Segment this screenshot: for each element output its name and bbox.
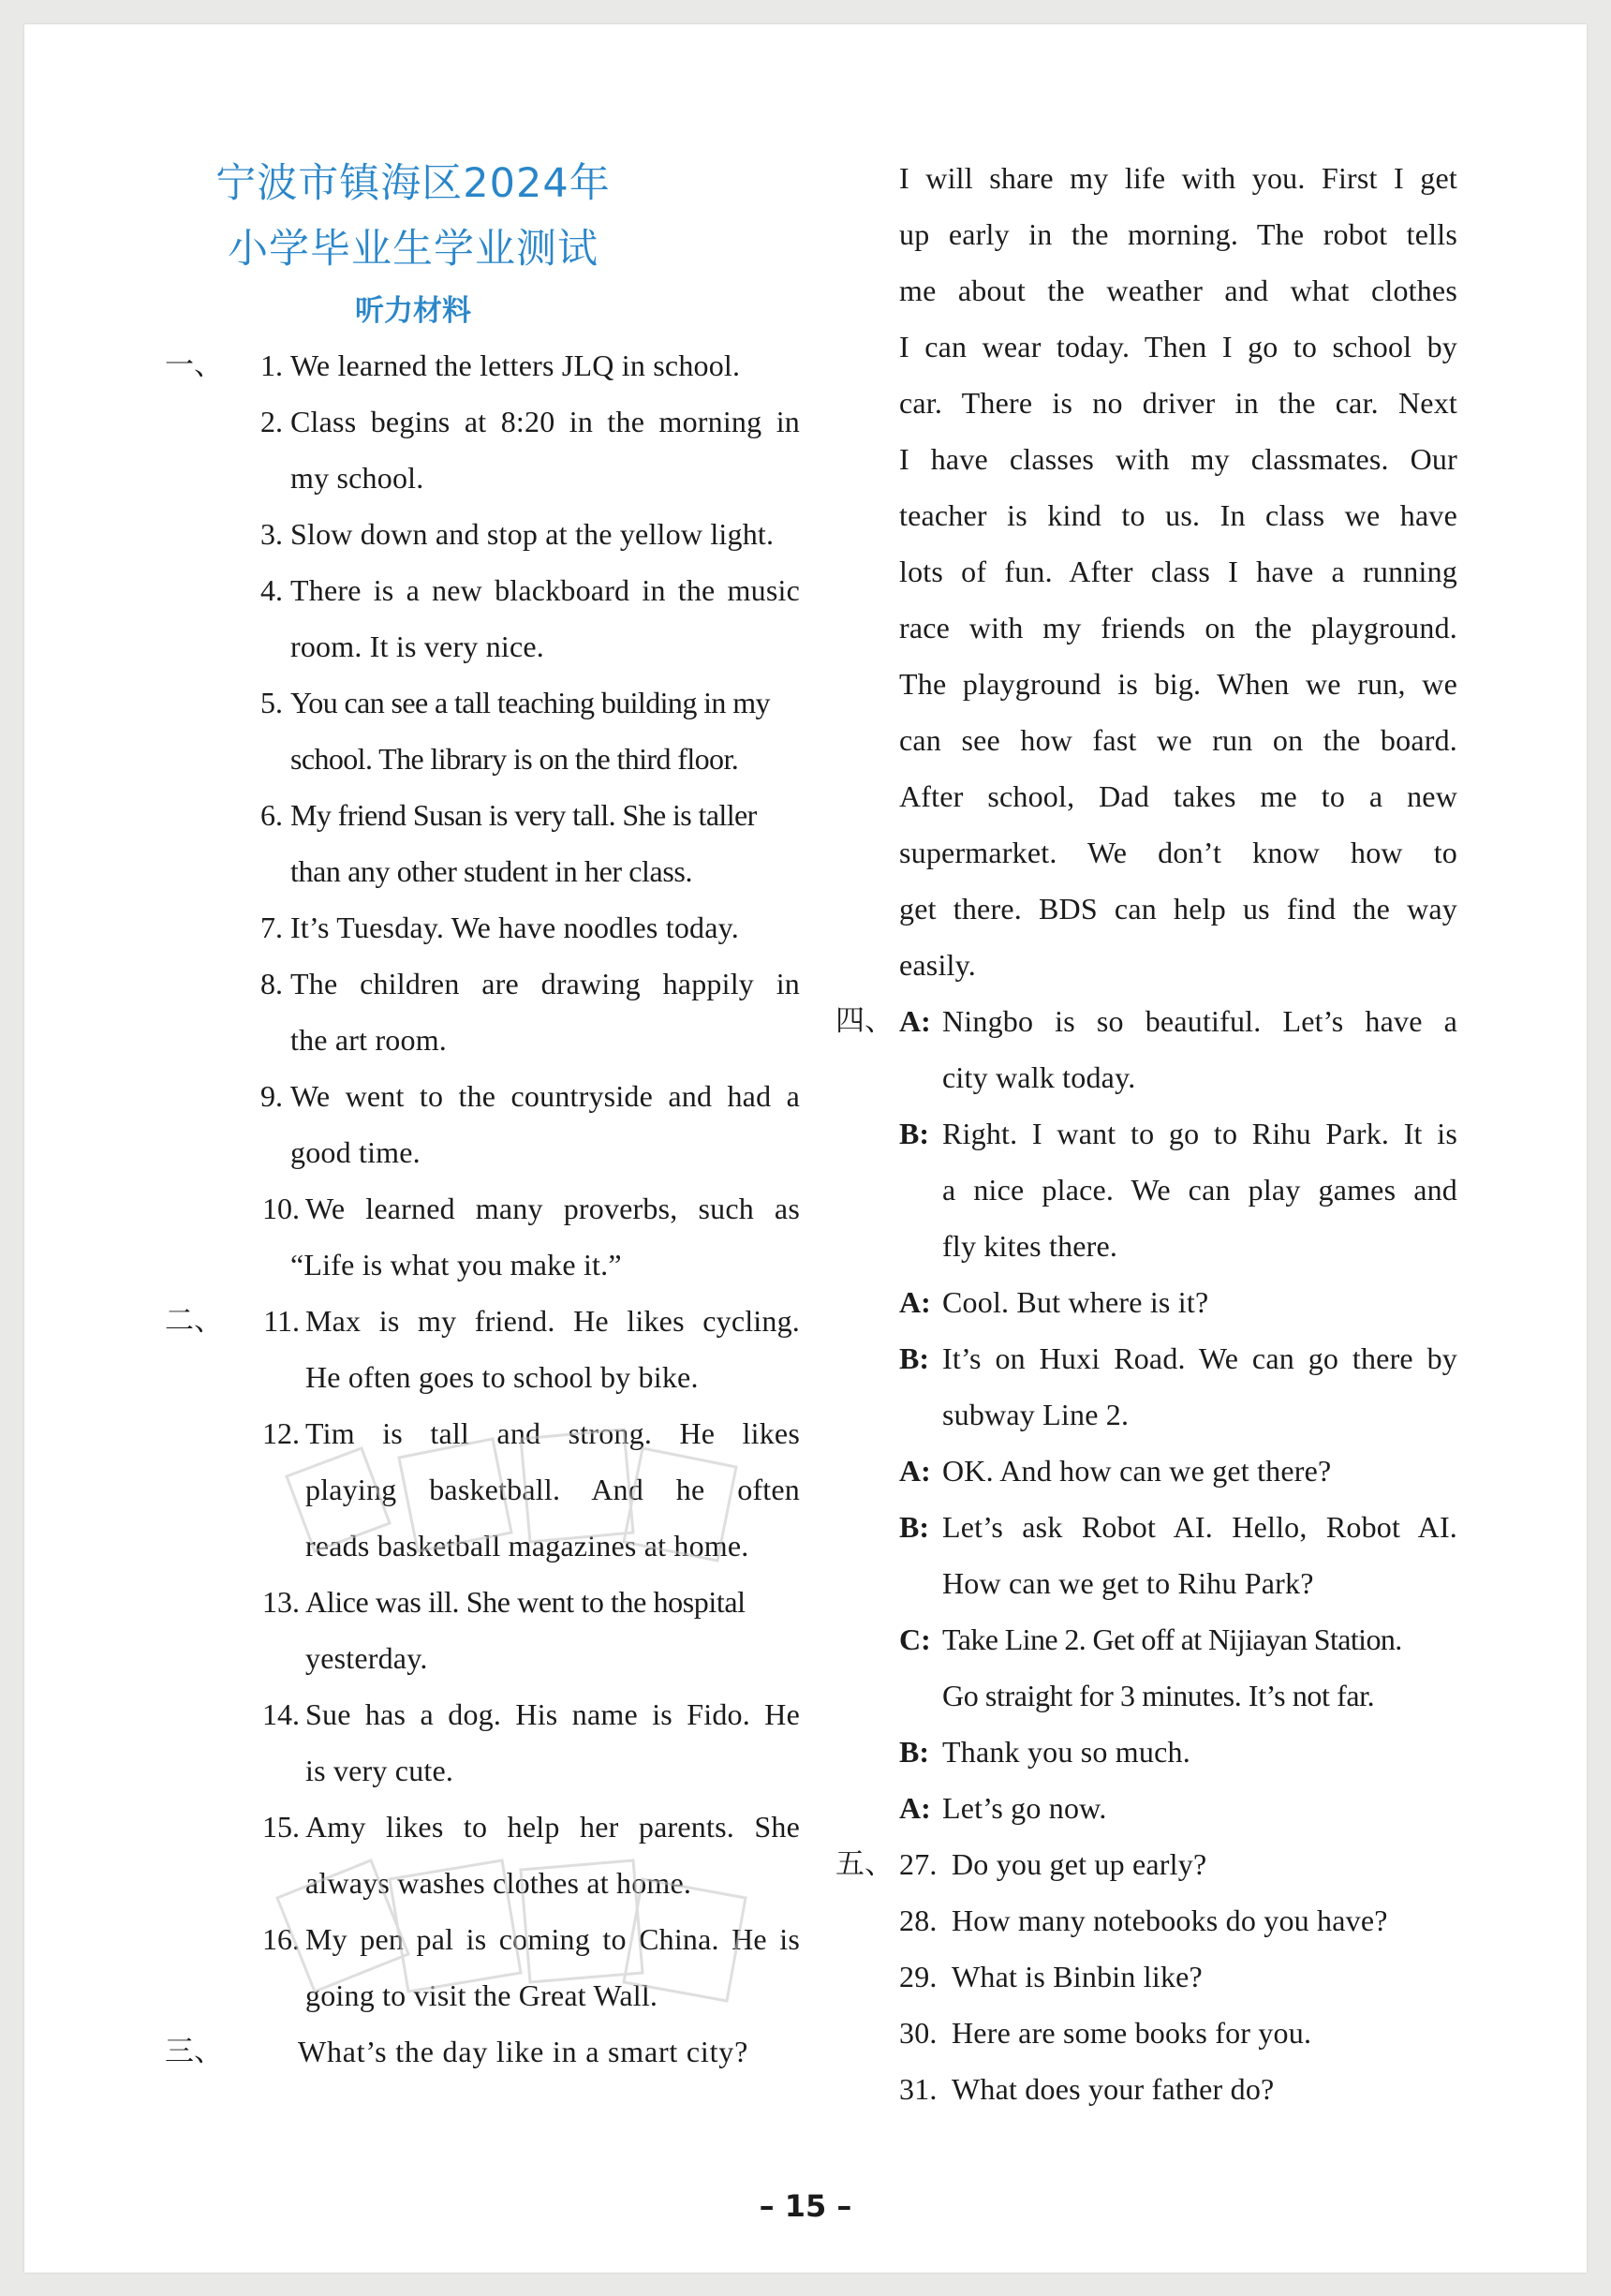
speaker-label: B: [899, 1341, 929, 1375]
question-text: What does your father do? [952, 2072, 1275, 2106]
item-number: 4. [260, 573, 283, 607]
item-line: my school. [290, 461, 424, 495]
item-line: My pen pal is coming to China. He is [305, 1922, 800, 1956]
item-line: playing basketball. And he often [305, 1473, 800, 1506]
passage-line: get there. BDS can help us find the way [899, 892, 1457, 926]
item-line: Alice was ill. She went to the hospital [305, 1585, 746, 1619]
page-subtitle: 听力材料 [355, 294, 471, 328]
speaker-label: B: [899, 1510, 929, 1544]
item-line: good time. [290, 1135, 421, 1169]
item-line: It’s Tuesday. We have noodles today. [290, 911, 739, 944]
section-marker-4: 四、 [835, 1004, 894, 1038]
item-line: going to visit the Great Wall. [305, 1978, 658, 2012]
question-text: Here are some books for you. [952, 2016, 1312, 2050]
page [24, 24, 1587, 2273]
item-number: 11. [263, 1304, 300, 1338]
item-line: Tim is tall and strong. He likes [305, 1416, 800, 1450]
question-number: 27. [899, 1847, 938, 1881]
item-number: 3. [260, 517, 283, 551]
item-line: is very cute. [305, 1754, 454, 1787]
item-number: 16. [262, 1922, 300, 1956]
item-line: Slow down and stop at the yellow light. [290, 517, 775, 551]
passage-line: supermarket. We don’t know how to [899, 836, 1457, 869]
question-text: What is Binbin like? [952, 1960, 1203, 1993]
passage-line: car. There is no driver in the car. Next [899, 386, 1457, 420]
page-title-line-1: 宁波市镇海区2024年 [215, 160, 611, 207]
item-number: 13. [262, 1585, 300, 1619]
dialogue-line: Ningbo is so beautiful. Let’s have a [942, 1004, 1457, 1038]
dialogue-line: Let’s go now. [942, 1791, 1107, 1825]
item-line: always washes clothes at home. [305, 1866, 692, 1900]
passage-line: The playground is big. When we run, we [899, 667, 1457, 701]
item-line: school. The library is on the third floor. [290, 742, 739, 776]
item-line: We learned many proverbs, such as [305, 1192, 800, 1225]
dialogue-line: Let’s ask Robot AI. Hello, Robot AI. [942, 1510, 1457, 1544]
item-number: 6. [260, 798, 283, 832]
item-line: Class begins at 8:20 in the morning in [290, 405, 800, 438]
dialogue-line: city walk today. [942, 1060, 1136, 1094]
question-text: Do you get up early? [952, 1847, 1207, 1881]
passage-line: easily. [899, 948, 976, 982]
passage-line: teacher is kind to us. In class we have [899, 498, 1457, 532]
item-line: Sue has a dog. His name is Fido. He [305, 1697, 800, 1731]
item-line: He often goes to school by bike. [305, 1360, 699, 1394]
passage-line: I can wear today. Then I go to school by [899, 330, 1457, 363]
item-line: Amy likes to help her parents. She [305, 1810, 800, 1844]
item-line: We learned the letters JLQ in school. [290, 348, 741, 382]
speaker-label: A: [899, 1791, 931, 1825]
dialogue-line: Cool. But where is it? [942, 1285, 1209, 1319]
item-number: 7. [260, 911, 283, 944]
dialogue-line: How can we get to Rihu Park? [942, 1566, 1314, 1600]
item-number: 8. [260, 967, 283, 1000]
page-number: – 15 – [759, 2188, 852, 2224]
item-number: 12. [262, 1416, 300, 1450]
passage-line: lots of fun. After class I have a running [899, 555, 1457, 588]
dialogue-line: a nice place. We can play games and [942, 1173, 1457, 1207]
section-marker-2: 二、 [165, 1304, 223, 1338]
dialogue-line: Thank you so much. [942, 1735, 1190, 1769]
speaker-label: C: [899, 1622, 931, 1656]
item-line: We went to the countryside and had a [290, 1079, 800, 1113]
passage-line: up early in the morning. The robot tells [899, 217, 1457, 251]
question-number: 30. [899, 2016, 938, 2050]
item-line: Max is my friend. He likes cycling. [305, 1304, 800, 1338]
passage-line: can see how fast we run on the board. [899, 723, 1457, 757]
section-marker-1: 一、 [165, 348, 223, 382]
item-number: 9. [260, 1079, 283, 1113]
item-line: There is a new blackboard in the music [290, 573, 800, 607]
question-number: 31. [899, 2072, 938, 2106]
dialogue-line: Right. I want to go to Rihu Park. It is [942, 1117, 1457, 1150]
item-number: 5. [260, 686, 283, 719]
page-title-line-2: 小学毕业生学业测试 [228, 226, 599, 273]
item-number: 2. [260, 405, 283, 438]
passage-line: I will share my life with you. First I get [899, 161, 1457, 195]
item-line: room. It is very nice. [290, 630, 544, 663]
dialogue-line: Go straight for 3 minutes. It’s not far. [942, 1679, 1375, 1712]
item-number: 15. [262, 1810, 300, 1844]
section-marker-5: 五、 [835, 1847, 894, 1881]
item-line: “Life is what you make it.” [290, 1248, 622, 1281]
speaker-label: B: [899, 1117, 929, 1150]
passage-title: What’s the day like in a smart city? [298, 2035, 749, 2068]
passage-line: me about the weather and what clothes [899, 274, 1457, 307]
item-line: You can see a tall teaching building in my [290, 686, 770, 719]
question-number: 28. [899, 1903, 938, 1937]
item-line: than any other student in her class. [290, 854, 693, 888]
speaker-label: B: [899, 1735, 929, 1769]
speaker-label: A: [899, 1285, 931, 1319]
dialogue-line: OK. And how can we get there? [942, 1454, 1332, 1488]
dialogue-line: fly kites there. [942, 1229, 1118, 1263]
item-line: The children are drawing happily in [290, 967, 800, 1000]
question-number: 29. [899, 1960, 938, 1993]
question-text: How many notebooks do you have? [952, 1903, 1388, 1937]
speaker-label: A: [899, 1004, 931, 1038]
item-number: 10. [262, 1192, 300, 1225]
item-line: the art room. [290, 1023, 447, 1057]
passage-line: After school, Dad takes me to a new [899, 779, 1457, 813]
speaker-label: A: [899, 1454, 931, 1488]
item-line: reads basketball magazines at home. [305, 1529, 749, 1563]
item-line: My friend Susan is very tall. She is taller [290, 798, 757, 832]
dialogue-line: subway Line 2. [942, 1398, 1130, 1431]
item-number: 1. [260, 348, 283, 382]
item-line: yesterday. [305, 1641, 428, 1675]
dialogue-line: It’s on Huxi Road. We can go there by [942, 1341, 1457, 1375]
item-number: 14. [262, 1697, 300, 1731]
dialogue-line: Take Line 2. Get off at Nijiayan Station. [942, 1622, 1402, 1656]
passage-line: I have classes with my classmates. Our [899, 442, 1457, 476]
section-marker-3: 三、 [165, 2035, 223, 2068]
passage-line: race with my friends on the playground. [899, 611, 1457, 644]
